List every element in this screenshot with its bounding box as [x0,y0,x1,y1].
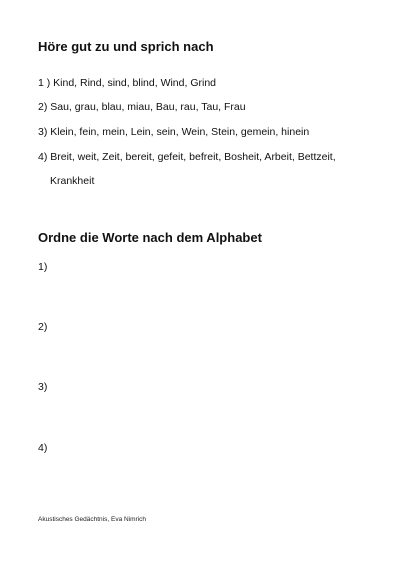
answer-label-2: 2) [38,321,48,333]
answer-label-3: 3) [38,381,48,393]
word-line-4: 4) Breit, weit, Zeit, bereit, gefeit, befreit, Bosheit, Arbeit, Bettzeit, [38,151,336,163]
answer-label-1: 1) [38,261,48,273]
word-line-3: 3) Klein, fein, mein, Lein, sein, Wein, Stein, gemein, hinein [38,126,310,138]
footer-credit: Akustisches Gedächtnis, Eva Nimrich [38,516,147,523]
section-title-listen: Höre gut zu und sprich nach [38,39,214,54]
word-line-2: 2) Sau, grau, blau, miau, Bau, rau, Tau, Frau [38,101,246,113]
answer-label-4: 4) [38,442,48,454]
word-line-4-continued: Krankheit [50,175,95,187]
section-title-alphabet: Ordne die Worte nach dem Alphabet [38,230,262,245]
word-line-1: 1 ) Kind, Rind, sind, blind, Wind, Grind [38,77,216,89]
